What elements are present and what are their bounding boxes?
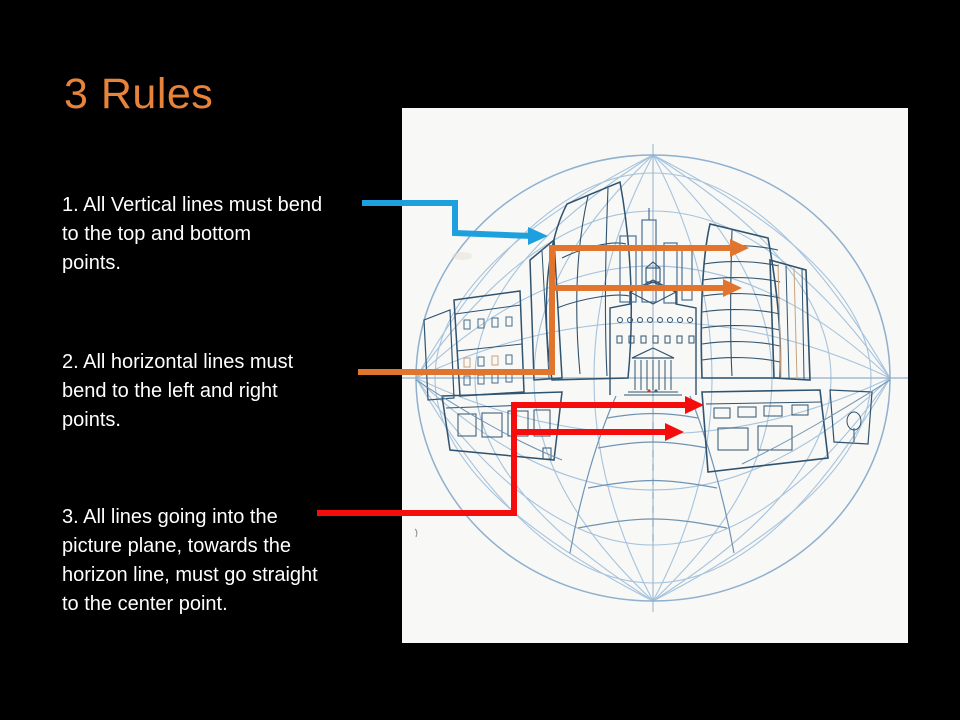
rule-1-line-2: to the top and bottom (62, 223, 252, 245)
rule-2-line-2: bend to the left and right (62, 380, 278, 402)
rule-3-line-2: picture plane, towards the (62, 535, 292, 557)
pencil-marks (415, 252, 472, 537)
rule-1-line-1: 1. All Vertical lines must bend (62, 194, 323, 216)
rule-1-text (62, 191, 322, 278)
rule-2-line-3: points. (62, 409, 121, 431)
rule-3-text (62, 503, 318, 619)
slide-title: 3 Rules (64, 70, 214, 118)
rule-3-line-4: to the center point. (62, 593, 228, 615)
left-windows (464, 317, 512, 385)
rule-2-line-1: 2. All horizontal lines must (62, 351, 294, 373)
rule-2-text (62, 348, 293, 435)
rule-1-line-3: points. (62, 252, 121, 274)
left-buildings (416, 182, 631, 460)
right-buildings (701, 224, 890, 472)
rule-3-line-1: 3. All lines going into the (62, 506, 278, 528)
rule-3-line-3: horizon line, must go straight (62, 564, 318, 586)
five-point-perspective-sketch (402, 108, 908, 643)
perspective-image (402, 108, 908, 643)
